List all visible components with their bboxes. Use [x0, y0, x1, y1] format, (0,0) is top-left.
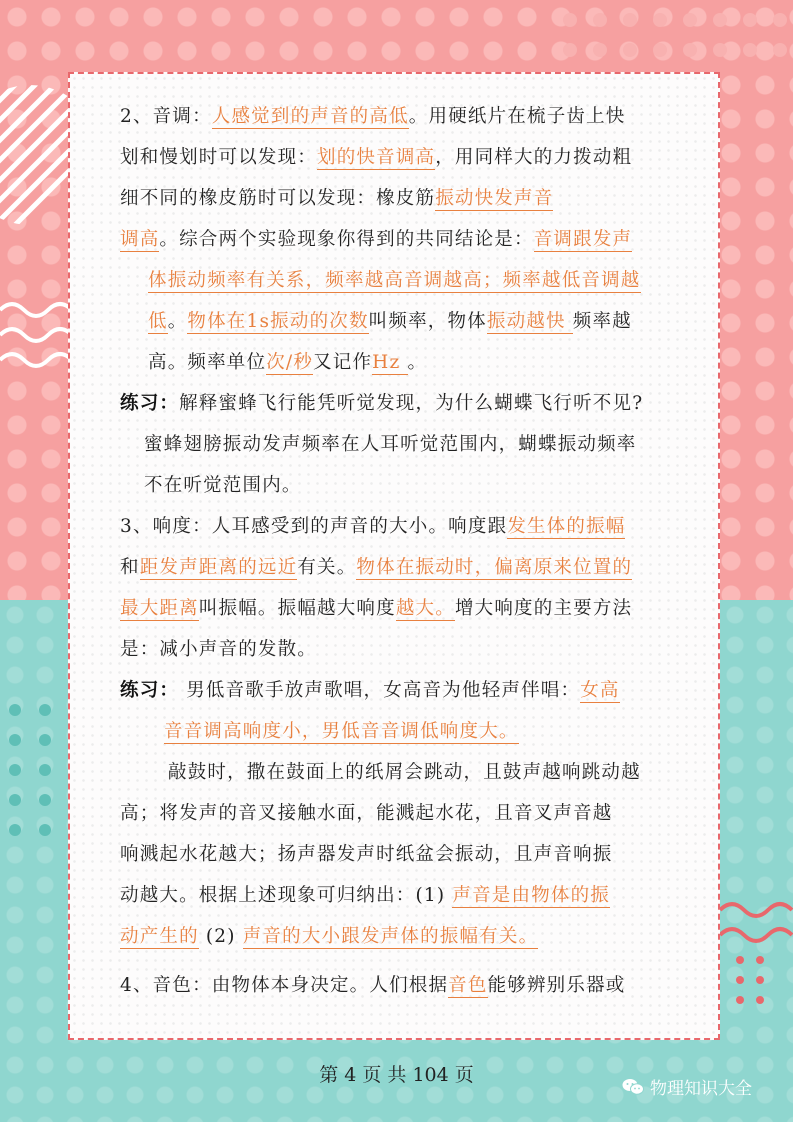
text-line [120, 342, 686, 383]
exercise-label: 练习： [120, 393, 180, 414]
text-segment: 。综合两个实验现象你得到的共同结论是： [159, 229, 534, 250]
answer-fill: 振动越快 [486, 311, 573, 332]
text-line [120, 137, 686, 178]
text-line [120, 219, 686, 260]
text-line [120, 916, 686, 957]
answer-fill: 越大。 [395, 598, 455, 619]
wechat-icon [622, 1078, 644, 1096]
text-line [120, 178, 686, 219]
text-segment: 高。频率单位 [148, 352, 267, 373]
answer-fill: 调高 [120, 229, 160, 250]
text-line [120, 793, 686, 834]
text-line [120, 965, 686, 1006]
text-segment: 蜜蜂翅膀振动发声频率在人耳听觉范围内，蝴蝶振动频率 [144, 434, 637, 455]
text-segment: 叫频率，物体 [368, 311, 487, 332]
answer-fill: Hz [372, 352, 408, 373]
text-line [120, 588, 686, 629]
right-wave-decoration [720, 880, 793, 1020]
text-segment: 能够辨别乐器或 [487, 975, 626, 996]
text-segment: 和 [120, 557, 140, 578]
text-line [120, 629, 686, 670]
answer-fill: 音调跟发声 [533, 229, 633, 250]
text-segment: 。用硬纸片在梳子齿上快 [408, 106, 626, 127]
answer-fill: 振动快发声音 [435, 188, 554, 209]
document-body [120, 96, 686, 1006]
brand-name: 物理知识大全 [650, 1079, 752, 1099]
text-segment: 细不同的橡皮筋时可以发现：橡皮筋 [120, 188, 436, 209]
brand-watermark [622, 1074, 752, 1099]
text-segment: 不在听觉范围内。 [144, 475, 302, 496]
text-line [120, 506, 686, 547]
teal-dot-decoration [0, 690, 68, 890]
text-segment: 动越大。根据上述现象可归纳出：(1) [120, 885, 453, 906]
text-segment: 男低音歌手放声歌唱，女高音为他轻声伴唱： [179, 680, 581, 701]
answer-fill: 体振动频率有关系，频率越高音调越高；频率越低音调越 [148, 270, 641, 291]
answer-fill: 最大距离 [120, 598, 199, 619]
text-segment: ，用同样大的力拨动粗 [435, 147, 633, 168]
answer-fill: 距发声距离的远近 [139, 557, 298, 578]
wave-lines-decoration [0, 290, 70, 410]
answer-fill: 女高 [580, 680, 620, 701]
answer-fill: 次/秒 [266, 352, 314, 373]
text-line [120, 834, 686, 875]
text-segment: 是：减小声音的发散。 [120, 639, 318, 660]
answer-fill: 低 [148, 311, 168, 332]
text-segment: 频率越 [572, 311, 632, 332]
text-line [120, 875, 686, 916]
text-line [120, 711, 686, 752]
text-segment: 2、音调： [120, 106, 212, 127]
text-segment: 又记作 [313, 352, 373, 373]
answer-fill: 物体在1s振动的次数 [187, 311, 369, 332]
answer-fill: 划的快音调高 [317, 147, 436, 168]
answer-fill: 动产生的 [120, 926, 199, 947]
answer-fill: 音音调高响度小，男低音音调低响度大。 [164, 721, 519, 742]
dot-grid-decoration [560, 10, 793, 70]
text-segment: 3、响度：人耳感受到的声音的大小。响度跟 [120, 516, 508, 537]
text-line [120, 547, 686, 588]
answer-fill: 物体在振动时，偏离原来位置的 [356, 557, 633, 578]
text-line [120, 383, 686, 424]
text-segment: 敲鼓时，撒在鼓面上的纸屑会跳动，且鼓声越响跳动越 [168, 762, 641, 783]
text-segment: 解释蜜蜂飞行能凭听觉发现，为什么蝴蝶飞行听不见? [179, 393, 644, 414]
text-segment: 划和慢划时可以发现： [120, 147, 318, 168]
exercise-label: 练习： [120, 680, 180, 701]
answer-fill: 声音的大小跟发声体的振幅有关。 [242, 926, 539, 947]
text-segment: 。 [407, 352, 428, 373]
page-number: 第 4 页 共 104 页 [319, 1064, 474, 1086]
text-segment: 4、音色：由物体本身决定。人们根据 [120, 975, 449, 996]
text-line [120, 752, 686, 793]
text-segment: 高；将发声的音叉接触水面，能溅起水花，且音叉声音越 [120, 803, 613, 824]
text-segment: (2) [198, 926, 243, 947]
answer-fill: 发生体的振幅 [507, 516, 626, 537]
text-line [120, 424, 686, 465]
text-line [120, 670, 686, 711]
text-segment: 有关。 [297, 557, 357, 578]
text-line [120, 301, 686, 342]
answer-fill: 声音是由物体的振 [452, 885, 610, 906]
text-segment: 。 [167, 311, 188, 332]
text-segment: 响溅起水花越大；扬声器发声时纸盆会振动，且声音响振 [120, 844, 613, 865]
text-segment: 叫振幅。振幅越大响度 [198, 598, 396, 619]
text-line [120, 260, 686, 301]
text-line [120, 96, 686, 137]
answer-fill: 人感觉到的声音的高低 [211, 106, 409, 127]
answer-fill: 音色 [448, 975, 488, 996]
text-line [120, 465, 686, 506]
text-segment: 增大响度的主要方法 [454, 598, 633, 619]
